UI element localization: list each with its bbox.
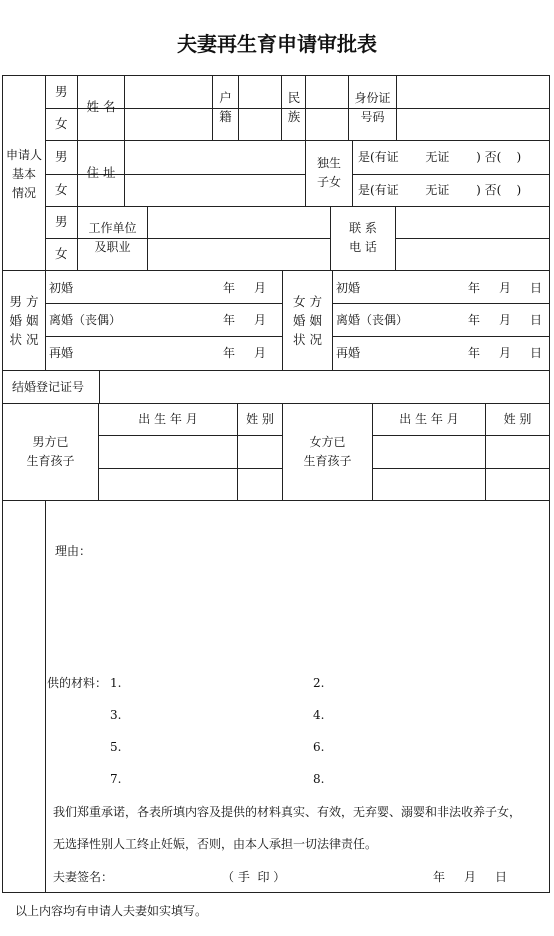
divorce-label: 离婚（丧偶） — [336, 313, 409, 327]
material-item: 6. — [313, 740, 325, 754]
year-label: 年 — [468, 346, 481, 360]
female-marriage-label: 女 方 婚 姻 状 况 — [293, 294, 322, 347]
date-month-label: 月 — [464, 870, 477, 884]
year-label: 年 — [223, 346, 236, 360]
work-unit-label: 工作单位 及职业 — [88, 221, 137, 254]
month-label: 月 — [254, 281, 267, 295]
gender-header: 姓 别 — [246, 412, 274, 426]
month-label: 月 — [499, 346, 512, 360]
only-child-option-female[interactable]: 是(有证 无证 ) 否( ) — [358, 183, 522, 197]
male-children-label: 男方已 生育孩子 — [26, 435, 75, 468]
pledge-line-1: 我们郑重承诺，各表所填内容及提供的材料真实、有效，无弃婴、溺婴和非法收养子女， — [53, 805, 522, 819]
col-line — [147, 206, 148, 270]
col-line — [396, 75, 397, 140]
col-line — [352, 140, 353, 206]
table-border-top — [2, 75, 550, 76]
first-marriage-label: 初婚 — [49, 281, 74, 295]
col-line — [45, 75, 46, 270]
row-line — [45, 303, 282, 304]
ethnicity-label: 民 族 — [287, 90, 301, 124]
col-line — [124, 140, 125, 206]
row-line — [2, 270, 550, 271]
material-item: 8. — [313, 772, 325, 786]
row-line — [45, 336, 282, 337]
col-line — [332, 270, 333, 370]
phone-label: 联 系 电 话 — [349, 221, 377, 254]
material-item: 4. — [313, 708, 325, 722]
row-line — [2, 370, 550, 371]
fingerprint-label: （ 手 印 ） — [222, 870, 286, 884]
page-title: 夫妻再生育申请审批表 — [177, 32, 377, 56]
col-line — [99, 370, 100, 403]
row-line — [352, 174, 550, 175]
table-border-right — [549, 75, 550, 892]
first-marriage-label: 初婚 — [336, 281, 361, 295]
date-day-label: 日 — [495, 870, 508, 884]
row-line — [98, 468, 282, 469]
col-line — [238, 75, 239, 140]
material-item: 1. — [110, 676, 122, 690]
male-label: 男 — [55, 84, 68, 99]
month-label: 月 — [499, 313, 512, 327]
footer-note: 以上内容均有申请人夫妻如实填写。 — [15, 904, 208, 918]
material-item: 2. — [313, 676, 325, 690]
female-children-label: 女方已 生育孩子 — [303, 435, 352, 468]
material-item: 3. — [110, 708, 122, 722]
name-label: 姓 名 — [86, 99, 116, 114]
materials-label: 供的材料： — [47, 676, 108, 690]
month-label: 月 — [254, 346, 267, 360]
reason-label: 理由： — [55, 544, 92, 558]
month-label: 月 — [254, 313, 267, 327]
only-child-option-male[interactable]: 是(有证 无证 ) 否( ) — [358, 150, 522, 164]
male-label: 男 — [55, 149, 68, 164]
row-line — [332, 303, 550, 304]
year-label: 年 — [223, 313, 236, 327]
row-line — [2, 500, 550, 501]
row-line — [372, 435, 550, 436]
male-label: 男 — [55, 214, 68, 229]
year-label: 年 — [468, 313, 481, 327]
row-line — [332, 336, 550, 337]
female-label: 女 — [55, 246, 68, 261]
remarry-label: 再婚 — [49, 346, 74, 360]
year-label: 年 — [223, 281, 236, 295]
year-label: 年 — [468, 281, 481, 295]
male-marriage-label: 男 方 婚 姻 状 况 — [9, 294, 39, 347]
row-line — [395, 238, 550, 239]
day-label: 日 — [530, 313, 543, 327]
only-child-label: 独生 子女 — [316, 156, 341, 189]
female-label: 女 — [55, 182, 68, 197]
day-label: 日 — [530, 346, 543, 360]
row-line — [98, 435, 282, 436]
day-label: 日 — [530, 281, 543, 295]
female-label: 女 — [55, 116, 68, 131]
table-border-bottom — [2, 892, 550, 893]
row-line — [372, 468, 550, 469]
row-line — [45, 140, 550, 141]
material-item: 5. — [110, 740, 122, 754]
registration-number-label: 结婚登记证号 — [12, 380, 85, 394]
birth-date-header: 出 生 年 月 — [399, 412, 459, 426]
row-line — [45, 206, 550, 207]
date-year-label: 年 — [433, 870, 446, 884]
signature-label: 夫妻签名： — [53, 870, 114, 884]
divorce-label: 离婚（丧偶） — [49, 313, 122, 327]
address-label: 住 址 — [86, 165, 116, 180]
gender-header: 姓 别 — [503, 412, 532, 426]
row-line — [2, 403, 550, 404]
month-label: 月 — [499, 281, 512, 295]
id-number-label: 身份证 号码 — [354, 91, 391, 124]
col-line — [45, 270, 46, 370]
remarry-label: 再婚 — [336, 346, 361, 360]
col-line — [124, 75, 125, 140]
birth-date-header: 出 生 年 月 — [138, 412, 198, 426]
material-item: 7. — [110, 772, 122, 786]
applicant-section-label: 申请人 基本 情况 — [5, 148, 42, 200]
col-line — [395, 206, 396, 270]
pledge-line-2: 无选择性别人工终止妊娠，否则，由本人承担一切法律责任。 — [53, 837, 378, 851]
hukou-label: 户 籍 — [219, 90, 232, 124]
col-line — [45, 500, 46, 892]
